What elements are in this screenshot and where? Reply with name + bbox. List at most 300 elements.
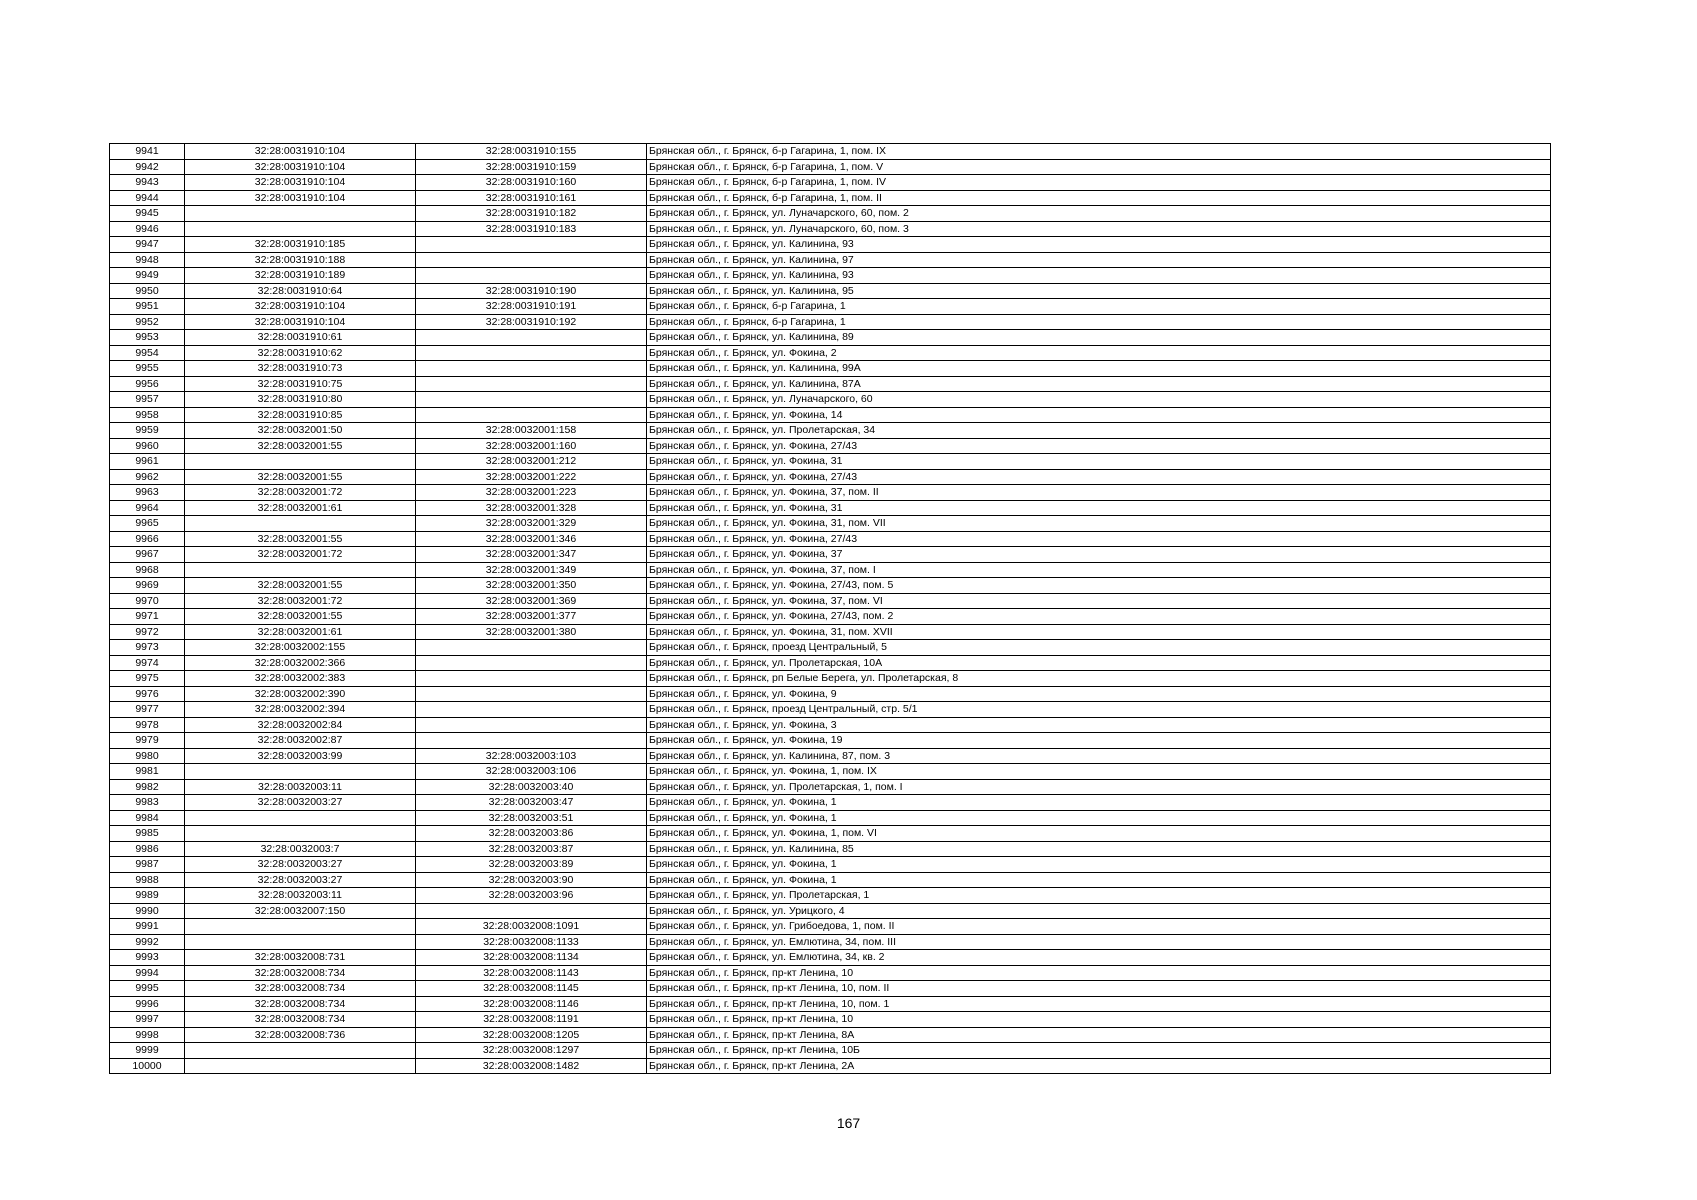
cadastral-number-cell: 32:28:0032008:1091: [416, 919, 647, 935]
cadastral-number-cell: 32:28:0032003:89: [416, 857, 647, 873]
address-cell: Брянская обл., г. Брянск, ул. Фокина, 19: [647, 733, 1551, 749]
row-number-cell: 9955: [110, 361, 185, 377]
parent-cadastral-number-cell: 32:28:0032007:150: [185, 903, 416, 919]
table-row: [110, 361, 1551, 377]
row-number-cell: 9974: [110, 655, 185, 671]
row-number-cell: 9973: [110, 640, 185, 656]
row-number-cell: 9945: [110, 206, 185, 222]
table-row: [110, 1012, 1551, 1028]
cadastral-number-cell: [416, 640, 647, 656]
cadastral-number-cell: 32:28:0032008:1482: [416, 1058, 647, 1074]
row-number-cell: 9984: [110, 810, 185, 826]
table-row: [110, 516, 1551, 532]
row-number-cell: 9942: [110, 159, 185, 175]
cadastral-number-cell: 32:28:0032001:329: [416, 516, 647, 532]
address-cell: Брянская обл., г. Брянск, ул. Фокина, 37, пом. VI: [647, 593, 1551, 609]
row-number-cell: 9952: [110, 314, 185, 330]
address-cell: Брянская обл., г. Брянск, пр-кт Ленина, 10Б: [647, 1043, 1551, 1059]
address-cell: Брянская обл., г. Брянск, ул. Фокина, 37, пом. II: [647, 485, 1551, 501]
row-number-cell: 9971: [110, 609, 185, 625]
row-number-cell: 9951: [110, 299, 185, 315]
table-row: [110, 857, 1551, 873]
cadastral-number-cell: 32:28:0032003:47: [416, 795, 647, 811]
row-number-cell: 9966: [110, 531, 185, 547]
cadastral-number-cell: 32:28:0032008:1297: [416, 1043, 647, 1059]
table-row: [110, 454, 1551, 470]
parent-cadastral-number-cell: 32:28:0031910:188: [185, 252, 416, 268]
cadastral-number-cell: 32:28:0032003:86: [416, 826, 647, 842]
address-cell: Брянская обл., г. Брянск, ул. Пролетарская, 34: [647, 423, 1551, 439]
table-row: [110, 392, 1551, 408]
parent-cadastral-number-cell: [185, 562, 416, 578]
address-cell: Брянская обл., г. Брянск, б-р Гагарина, 1: [647, 299, 1551, 315]
address-cell: Брянская обл., г. Брянск, ул. Калинина, 97: [647, 252, 1551, 268]
row-number-cell: 9944: [110, 190, 185, 206]
cadastral-number-cell: 32:28:0032001:223: [416, 485, 647, 501]
row-number-cell: 9985: [110, 826, 185, 842]
table-row: [110, 407, 1551, 423]
cadastral-number-cell: [416, 733, 647, 749]
cadastral-number-cell: 32:28:0032003:90: [416, 872, 647, 888]
table-row: [110, 872, 1551, 888]
address-cell: Брянская обл., г. Брянск, ул. Калинина, 87А: [647, 376, 1551, 392]
address-cell: Брянская обл., г. Брянск, ул. Калинина, 93: [647, 237, 1551, 253]
cadastral-number-cell: 32:28:0031910:192: [416, 314, 647, 330]
cadastral-number-cell: 32:28:0032001:369: [416, 593, 647, 609]
address-cell: Брянская обл., г. Брянск, б-р Гагарина, 1, пом. II: [647, 190, 1551, 206]
parent-cadastral-number-cell: 32:28:0032008:734: [185, 965, 416, 981]
table-row: [110, 996, 1551, 1012]
table-row: [110, 469, 1551, 485]
cadastral-number-cell: 32:28:0031910:183: [416, 221, 647, 237]
row-number-cell: 9953: [110, 330, 185, 346]
cadastral-number-cell: 32:28:0032001:222: [416, 469, 647, 485]
cadastral-number-cell: [416, 376, 647, 392]
parent-cadastral-number-cell: 32:28:0032001:61: [185, 500, 416, 516]
address-cell: Брянская обл., г. Брянск, ул. Фокина, 31: [647, 454, 1551, 470]
cadastral-number-cell: 32:28:0032001:160: [416, 438, 647, 454]
table-row: [110, 283, 1551, 299]
cadastral-number-cell: 32:28:0032003:87: [416, 841, 647, 857]
parent-cadastral-number-cell: 32:28:0031910:104: [185, 299, 416, 315]
row-number-cell: 9982: [110, 779, 185, 795]
cadastral-number-cell: 32:28:0031910:159: [416, 159, 647, 175]
table-row: [110, 330, 1551, 346]
parent-cadastral-number-cell: 32:28:0031910:64: [185, 283, 416, 299]
cadastral-number-cell: 32:28:0032001:212: [416, 454, 647, 470]
table-row: [110, 981, 1551, 997]
cadastral-number-cell: 32:28:0032003:51: [416, 810, 647, 826]
table-row: [110, 640, 1551, 656]
row-number-cell: 9987: [110, 857, 185, 873]
table-row: [110, 686, 1551, 702]
cadastral-number-cell: 32:28:0032001:377: [416, 609, 647, 625]
row-number-cell: 9981: [110, 764, 185, 780]
row-number-cell: 9996: [110, 996, 185, 1012]
address-cell: Брянская обл., г. Брянск, ул. Фокина, 27/43, пом. 5: [647, 578, 1551, 594]
cadastral-number-cell: 32:28:0032008:1205: [416, 1027, 647, 1043]
cadastral-number-cell: [416, 655, 647, 671]
table-row: [110, 702, 1551, 718]
table-row: [110, 1043, 1551, 1059]
cadastral-number-cell: [416, 717, 647, 733]
parent-cadastral-number-cell: [185, 516, 416, 532]
parent-cadastral-number-cell: 32:28:0032001:55: [185, 531, 416, 547]
address-cell: Брянская обл., г. Брянск, ул. Калинина, 85: [647, 841, 1551, 857]
row-number-cell: 9950: [110, 283, 185, 299]
table-row: [110, 841, 1551, 857]
address-cell: Брянская обл., г. Брянск, б-р Гагарина, 1: [647, 314, 1551, 330]
row-number-cell: 9998: [110, 1027, 185, 1043]
row-number-cell: 9957: [110, 392, 185, 408]
cadastral-number-cell: 32:28:0032008:1191: [416, 1012, 647, 1028]
row-number-cell: 9976: [110, 686, 185, 702]
table-row: [110, 764, 1551, 780]
table-row: [110, 376, 1551, 392]
table-row: [110, 748, 1551, 764]
cadastral-number-cell: [416, 345, 647, 361]
cadastral-number-cell: 32:28:0032001:158: [416, 423, 647, 439]
address-cell: Брянская обл., г. Брянск, б-р Гагарина, 1, пом. IX: [647, 144, 1551, 160]
address-cell: Брянская обл., г. Брянск, ул. Калинина, 87, пом. 3: [647, 748, 1551, 764]
table-row: [110, 593, 1551, 609]
cadastral-number-cell: [416, 903, 647, 919]
parent-cadastral-number-cell: 32:28:0032001:72: [185, 593, 416, 609]
table-row: [110, 919, 1551, 935]
address-cell: Брянская обл., г. Брянск, пр-кт Ленина, 10: [647, 965, 1551, 981]
address-cell: Брянская обл., г. Брянск, ул. Емлютина, 34, пом. III: [647, 934, 1551, 950]
row-number-cell: 9960: [110, 438, 185, 454]
row-number-cell: 9994: [110, 965, 185, 981]
table-row: [110, 810, 1551, 826]
table-row: [110, 903, 1551, 919]
address-cell: Брянская обл., г. Брянск, ул. Емлютина, 34, кв. 2: [647, 950, 1551, 966]
cadastral-number-cell: [416, 702, 647, 718]
parent-cadastral-number-cell: 32:28:0032002:383: [185, 671, 416, 687]
address-cell: Брянская обл., г. Брянск, ул. Пролетарская, 10А: [647, 655, 1551, 671]
cadastral-number-cell: [416, 330, 647, 346]
table-row: [110, 624, 1551, 640]
cadastral-number-cell: 32:28:0032003:103: [416, 748, 647, 764]
parent-cadastral-number-cell: 32:28:0032001:55: [185, 469, 416, 485]
table-row: [110, 252, 1551, 268]
address-cell: Брянская обл., г. Брянск, ул. Фокина, 27/43: [647, 438, 1551, 454]
address-cell: Брянская обл., г. Брянск, ул. Фокина, 1: [647, 795, 1551, 811]
table-row: [110, 314, 1551, 330]
table-row: [110, 531, 1551, 547]
row-number-cell: 9990: [110, 903, 185, 919]
address-cell: Брянская обл., г. Брянск, проезд Центральный, стр. 5/1: [647, 702, 1551, 718]
parent-cadastral-number-cell: 32:28:0032003:27: [185, 795, 416, 811]
cadastral-number-cell: 32:28:0032001:328: [416, 500, 647, 516]
address-cell: Брянская обл., г. Брянск, ул. Фокина, 37: [647, 547, 1551, 563]
row-number-cell: 9956: [110, 376, 185, 392]
cadastral-number-cell: 32:28:0032001:380: [416, 624, 647, 640]
registry-table-body: [110, 144, 1551, 1074]
table-row: [110, 345, 1551, 361]
row-number-cell: 9968: [110, 562, 185, 578]
cadastral-number-cell: [416, 407, 647, 423]
table-row: [110, 671, 1551, 687]
table-row: [110, 175, 1551, 191]
address-cell: Брянская обл., г. Брянск, проезд Центральный, 5: [647, 640, 1551, 656]
parent-cadastral-number-cell: 32:28:0032003:99: [185, 748, 416, 764]
parent-cadastral-number-cell: 32:28:0032002:155: [185, 640, 416, 656]
table-row: [110, 578, 1551, 594]
cadastral-number-cell: 32:28:0032008:1146: [416, 996, 647, 1012]
parent-cadastral-number-cell: 32:28:0031910:104: [185, 159, 416, 175]
row-number-cell: 9978: [110, 717, 185, 733]
cadastral-number-cell: 32:28:0032008:1133: [416, 934, 647, 950]
table-row: [110, 190, 1551, 206]
row-number-cell: 9969: [110, 578, 185, 594]
row-number-cell: 9963: [110, 485, 185, 501]
address-cell: Брянская обл., г. Брянск, ул. Фокина, 3: [647, 717, 1551, 733]
parent-cadastral-number-cell: [185, 826, 416, 842]
address-cell: Брянская обл., г. Брянск, ул. Грибоедова, 1, пом. II: [647, 919, 1551, 935]
cadastral-number-cell: 32:28:0032003:106: [416, 764, 647, 780]
cadastral-number-cell: 32:28:0032003:40: [416, 779, 647, 795]
parent-cadastral-number-cell: 32:28:0031910:75: [185, 376, 416, 392]
table-row: [110, 299, 1551, 315]
cadastral-number-cell: 32:28:0032008:1134: [416, 950, 647, 966]
address-cell: Брянская обл., г. Брянск, ул. Пролетарская, 1, пом. I: [647, 779, 1551, 795]
parent-cadastral-number-cell: [185, 1058, 416, 1074]
row-number-cell: 9941: [110, 144, 185, 160]
table-row: [110, 221, 1551, 237]
address-cell: Брянская обл., г. Брянск, рп Белые Берега, ул. Пролетарская, 8: [647, 671, 1551, 687]
parent-cadastral-number-cell: 32:28:0031910:104: [185, 314, 416, 330]
parent-cadastral-number-cell: 32:28:0032008:734: [185, 981, 416, 997]
table-row: [110, 438, 1551, 454]
row-number-cell: 9964: [110, 500, 185, 516]
row-number-cell: 9986: [110, 841, 185, 857]
row-number-cell: 9946: [110, 221, 185, 237]
address-cell: Брянская обл., г. Брянск, ул. Калинина, 93: [647, 268, 1551, 284]
row-number-cell: 9958: [110, 407, 185, 423]
cadastral-number-cell: [416, 686, 647, 702]
address-cell: Брянская обл., г. Брянск, ул. Фокина, 1, пом. VI: [647, 826, 1551, 842]
parent-cadastral-number-cell: [185, 919, 416, 935]
address-cell: Брянская обл., г. Брянск, ул. Фокина, 27/43, пом. 2: [647, 609, 1551, 625]
parent-cadastral-number-cell: 32:28:0032001:55: [185, 578, 416, 594]
row-number-cell: 9999: [110, 1043, 185, 1059]
parent-cadastral-number-cell: 32:28:0032002:394: [185, 702, 416, 718]
parent-cadastral-number-cell: 32:28:0032003:27: [185, 857, 416, 873]
parent-cadastral-number-cell: 32:28:0031910:61: [185, 330, 416, 346]
parent-cadastral-number-cell: 32:28:0032001:50: [185, 423, 416, 439]
address-cell: Брянская обл., г. Брянск, ул. Фокина, 2: [647, 345, 1551, 361]
address-cell: Брянская обл., г. Брянск, б-р Гагарина, 1, пом. IV: [647, 175, 1551, 191]
address-cell: Брянская обл., г. Брянск, ул. Урицкого, 4: [647, 903, 1551, 919]
parent-cadastral-number-cell: 32:28:0032003:11: [185, 779, 416, 795]
parent-cadastral-number-cell: 32:28:0032003:11: [185, 888, 416, 904]
address-cell: Брянская обл., г. Брянск, ул. Калинина, 95: [647, 283, 1551, 299]
row-number-cell: 9965: [110, 516, 185, 532]
row-number-cell: 9988: [110, 872, 185, 888]
cadastral-number-cell: [416, 361, 647, 377]
table-row: [110, 826, 1551, 842]
table-row: [110, 1027, 1551, 1043]
address-cell: Брянская обл., г. Брянск, ул. Луначарского, 60: [647, 392, 1551, 408]
row-number-cell: 9977: [110, 702, 185, 718]
cadastral-number-cell: 32:28:0031910:191: [416, 299, 647, 315]
registry-table: [109, 143, 1551, 1074]
cadastral-number-cell: 32:28:0031910:161: [416, 190, 647, 206]
cadastral-number-cell: [416, 252, 647, 268]
row-number-cell: 9948: [110, 252, 185, 268]
table-row: [110, 237, 1551, 253]
table-row: [110, 609, 1551, 625]
cadastral-number-cell: 32:28:0032001:346: [416, 531, 647, 547]
address-cell: Брянская обл., г. Брянск, ул. Фокина, 31, пом. VII: [647, 516, 1551, 532]
address-cell: Брянская обл., г. Брянск, ул. Фокина, 31, пом. XVII: [647, 624, 1551, 640]
address-cell: Брянская обл., г. Брянск, ул. Фокина, 1, пом. IX: [647, 764, 1551, 780]
cadastral-number-cell: [416, 268, 647, 284]
row-number-cell: 9967: [110, 547, 185, 563]
cadastral-number-cell: 32:28:0032001:347: [416, 547, 647, 563]
row-number-cell: 9947: [110, 237, 185, 253]
cadastral-number-cell: 32:28:0032001:350: [416, 578, 647, 594]
row-number-cell: 9954: [110, 345, 185, 361]
row-number-cell: 9983: [110, 795, 185, 811]
address-cell: Брянская обл., г. Брянск, ул. Фокина, 1: [647, 810, 1551, 826]
parent-cadastral-number-cell: 32:28:0031910:104: [185, 144, 416, 160]
address-cell: Брянская обл., г. Брянск, б-р Гагарина, 1, пом. V: [647, 159, 1551, 175]
parent-cadastral-number-cell: 32:28:0031910:85: [185, 407, 416, 423]
address-cell: Брянская обл., г. Брянск, ул. Фокина, 37, пом. I: [647, 562, 1551, 578]
row-number-cell: 10000: [110, 1058, 185, 1074]
parent-cadastral-number-cell: 32:28:0032001:61: [185, 624, 416, 640]
parent-cadastral-number-cell: 32:28:0031910:104: [185, 190, 416, 206]
page-number: 167: [836, 1115, 861, 1131]
row-number-cell: 9993: [110, 950, 185, 966]
row-number-cell: 9959: [110, 423, 185, 439]
cadastral-number-cell: [416, 392, 647, 408]
cadastral-number-cell: 32:28:0031910:160: [416, 175, 647, 191]
address-cell: Брянская обл., г. Брянск, ул. Фокина, 9: [647, 686, 1551, 702]
cadastral-number-cell: 32:28:0031910:182: [416, 206, 647, 222]
table-row: [110, 779, 1551, 795]
row-number-cell: 9991: [110, 919, 185, 935]
cadastral-number-cell: 32:28:0032008:1145: [416, 981, 647, 997]
row-number-cell: 9970: [110, 593, 185, 609]
cadastral-number-cell: 32:28:0031910:155: [416, 144, 647, 160]
parent-cadastral-number-cell: 32:28:0032008:734: [185, 1012, 416, 1028]
parent-cadastral-number-cell: 32:28:0032008:736: [185, 1027, 416, 1043]
address-cell: Брянская обл., г. Брянск, ул. Калинина, 99А: [647, 361, 1551, 377]
address-cell: Брянская обл., г. Брянск, ул. Фокина, 31: [647, 500, 1551, 516]
table-row: [110, 733, 1551, 749]
cadastral-number-cell: 32:28:0031910:190: [416, 283, 647, 299]
address-cell: Брянская обл., г. Брянск, пр-кт Ленина, 2А: [647, 1058, 1551, 1074]
table-row: [110, 934, 1551, 950]
table-row: [110, 888, 1551, 904]
row-number-cell: 9989: [110, 888, 185, 904]
parent-cadastral-number-cell: 32:28:0032001:55: [185, 438, 416, 454]
row-number-cell: 9962: [110, 469, 185, 485]
address-cell: Брянская обл., г. Брянск, ул. Фокина, 27/43: [647, 469, 1551, 485]
parent-cadastral-number-cell: 32:28:0032002:390: [185, 686, 416, 702]
table-row: [110, 159, 1551, 175]
table-row: [110, 795, 1551, 811]
address-cell: Брянская обл., г. Брянск, ул. Пролетарская, 1: [647, 888, 1551, 904]
address-cell: Брянская обл., г. Брянск, пр-кт Ленина, 10, пом. 1: [647, 996, 1551, 1012]
address-cell: Брянская обл., г. Брянск, ул. Луначарского, 60, пом. 2: [647, 206, 1551, 222]
parent-cadastral-number-cell: 32:28:0032003:27: [185, 872, 416, 888]
row-number-cell: 9943: [110, 175, 185, 191]
cadastral-number-cell: [416, 237, 647, 253]
parent-cadastral-number-cell: [185, 221, 416, 237]
row-number-cell: 9997: [110, 1012, 185, 1028]
parent-cadastral-number-cell: [185, 934, 416, 950]
address-cell: Брянская обл., г. Брянск, ул. Луначарского, 60, пом. 3: [647, 221, 1551, 237]
parent-cadastral-number-cell: 32:28:0032001:55: [185, 609, 416, 625]
parent-cadastral-number-cell: 32:28:0032002:366: [185, 655, 416, 671]
cadastral-number-cell: 32:28:0032008:1143: [416, 965, 647, 981]
parent-cadastral-number-cell: 32:28:0032001:72: [185, 485, 416, 501]
cadastral-number-cell: 32:28:0032001:349: [416, 562, 647, 578]
row-number-cell: 9980: [110, 748, 185, 764]
table-row: [110, 547, 1551, 563]
row-number-cell: 9972: [110, 624, 185, 640]
address-cell: Брянская обл., г. Брянск, ул. Фокина, 27/43: [647, 531, 1551, 547]
table-row: [110, 485, 1551, 501]
parent-cadastral-number-cell: 32:28:0032002:87: [185, 733, 416, 749]
parent-cadastral-number-cell: 32:28:0031910:189: [185, 268, 416, 284]
table-row: [110, 423, 1551, 439]
cadastral-number-cell: [416, 671, 647, 687]
parent-cadastral-number-cell: 32:28:0032008:734: [185, 996, 416, 1012]
table-row: [110, 206, 1551, 222]
table-row: [110, 1058, 1551, 1074]
parent-cadastral-number-cell: [185, 1043, 416, 1059]
address-cell: Брянская обл., г. Брянск, ул. Фокина, 1: [647, 872, 1551, 888]
address-cell: Брянская обл., г. Брянск, пр-кт Ленина, 8А: [647, 1027, 1551, 1043]
cadastral-number-cell: 32:28:0032003:96: [416, 888, 647, 904]
parent-cadastral-number-cell: 32:28:0032008:731: [185, 950, 416, 966]
table-row: [110, 950, 1551, 966]
table-row: [110, 965, 1551, 981]
table-row: [110, 268, 1551, 284]
parent-cadastral-number-cell: 32:28:0031910:185: [185, 237, 416, 253]
parent-cadastral-number-cell: [185, 810, 416, 826]
parent-cadastral-number-cell: 32:28:0031910:80: [185, 392, 416, 408]
address-cell: Брянская обл., г. Брянск, ул. Фокина, 1: [647, 857, 1551, 873]
parent-cadastral-number-cell: 32:28:0032003:7: [185, 841, 416, 857]
table-row: [110, 655, 1551, 671]
parent-cadastral-number-cell: [185, 454, 416, 470]
row-number-cell: 9949: [110, 268, 185, 284]
parent-cadastral-number-cell: [185, 206, 416, 222]
table-row: [110, 717, 1551, 733]
parent-cadastral-number-cell: 32:28:0032002:84: [185, 717, 416, 733]
table-row: [110, 500, 1551, 516]
address-cell: Брянская обл., г. Брянск, ул. Фокина, 14: [647, 407, 1551, 423]
parent-cadastral-number-cell: 32:28:0031910:73: [185, 361, 416, 377]
row-number-cell: 9995: [110, 981, 185, 997]
row-number-cell: 9992: [110, 934, 185, 950]
table-row: [110, 144, 1551, 160]
row-number-cell: 9979: [110, 733, 185, 749]
row-number-cell: 9961: [110, 454, 185, 470]
parent-cadastral-number-cell: 32:28:0031910:62: [185, 345, 416, 361]
parent-cadastral-number-cell: [185, 764, 416, 780]
parent-cadastral-number-cell: 32:28:0031910:104: [185, 175, 416, 191]
address-cell: Брянская обл., г. Брянск, пр-кт Ленина, 10: [647, 1012, 1551, 1028]
row-number-cell: 9975: [110, 671, 185, 687]
address-cell: Брянская обл., г. Брянск, пр-кт Ленина, 10, пом. II: [647, 981, 1551, 997]
